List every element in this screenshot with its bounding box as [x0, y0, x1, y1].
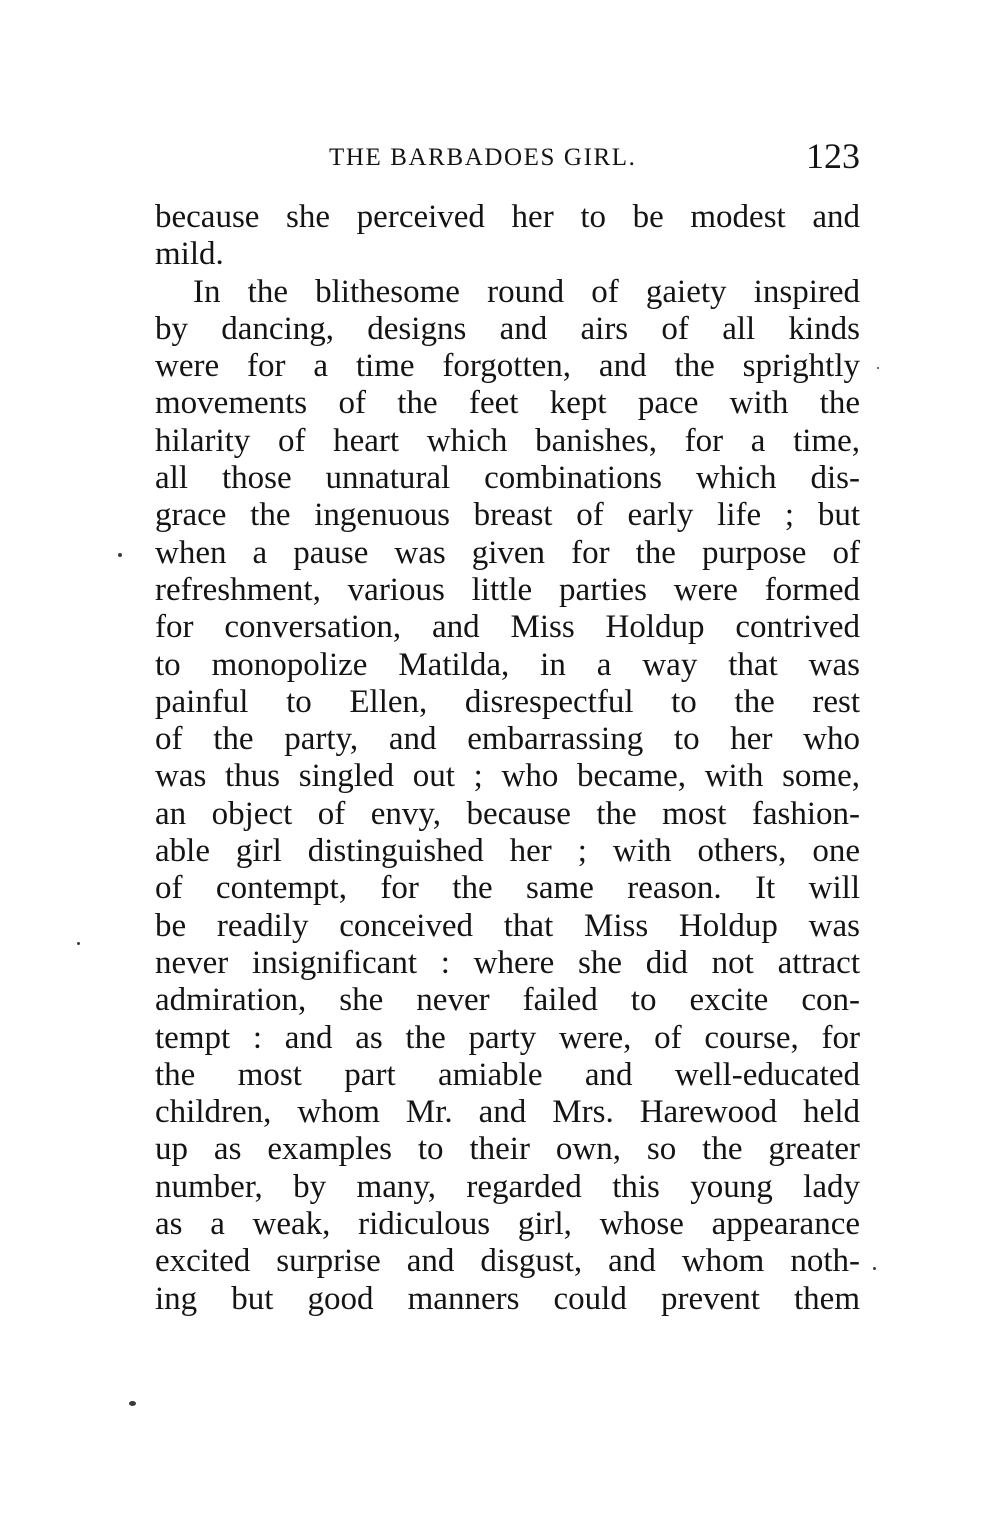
- text-line: by dancing, designs and airs of all kinds: [155, 310, 860, 347]
- text-line: number, by many, regarded this young lady: [155, 1168, 860, 1205]
- text-line: up as examples to their own, so the greater: [155, 1131, 860, 1168]
- text-line: an object of envy, because the most fashion-: [155, 795, 860, 832]
- text-line: able girl distinguished her ; with others, one: [155, 833, 860, 870]
- text-line: was thus singled out ; who became, with some,: [155, 758, 860, 795]
- running-title: THE BARBADOES GIRL.: [329, 144, 637, 171]
- text-line: to monopolize Matilda, in a way that was: [155, 646, 860, 683]
- text-line: mild.: [155, 236, 224, 273]
- scan-speck: [129, 1401, 136, 1406]
- scan-speck: [77, 942, 80, 945]
- text-line: tempt : and as the party were, of course, for: [155, 1019, 860, 1056]
- scan-speck: [118, 553, 122, 557]
- scan-speck: [877, 367, 879, 369]
- text-line: ing but good manners could prevent them: [155, 1280, 860, 1317]
- text-line: because she perceived her to be modest and: [155, 199, 860, 235]
- text-line: movements of the feet kept pace with the: [155, 385, 860, 422]
- text-line: for conversation, and Miss Holdup contrived: [155, 609, 860, 646]
- text-line: when a pause was given for the purpose of: [155, 534, 860, 571]
- text-line: the most part amiable and well-educated: [155, 1056, 860, 1093]
- page-number: 123: [806, 136, 860, 176]
- text-line: of the party, and embarrassing to her who: [155, 721, 860, 758]
- text-line: as a weak, ridiculous girl, whose appearance: [155, 1206, 860, 1243]
- scan-speck: [873, 1267, 876, 1270]
- text-line: painful to Ellen, disrespectful to the rest: [155, 683, 860, 720]
- text-line: of contempt, for the same reason. It will: [155, 870, 860, 907]
- text-line: admiration, she never failed to excite con-: [155, 982, 860, 1019]
- text-line: grace the ingenuous breast of early life ; but: [155, 497, 860, 534]
- text-line: children, whom Mr. and Mrs. Harewood held: [155, 1094, 860, 1131]
- body-text: [155, 199, 860, 1318]
- text-line: never insignificant : where she did not attract: [155, 944, 860, 981]
- text-line: were for a time forgotten, and the sprightly: [155, 348, 860, 385]
- text-line: In the blithesome round of gaiety inspired: [193, 273, 860, 310]
- text-line: hilarity of heart which banishes, for a time,: [155, 422, 860, 459]
- text-line: refreshment, various little parties were formed: [155, 571, 860, 608]
- text-line: be readily conceived that Miss Holdup was: [155, 907, 860, 944]
- text-line: all those unnatural combinations which dis-: [155, 460, 860, 497]
- text-line: excited surprise and disgust, and whom noth-: [155, 1243, 860, 1280]
- running-head: [155, 136, 860, 180]
